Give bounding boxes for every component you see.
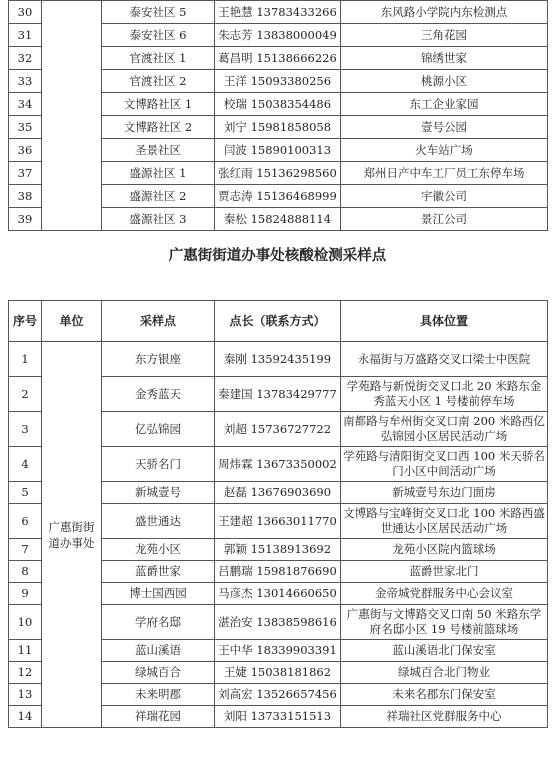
site-cell: 绿城百合 [102,662,215,684]
row-number: 30 [9,1,42,24]
site-cell: 圣景社区 [102,139,215,162]
site-cell: 盛源社区 3 [102,208,215,231]
location-cell: 蓝山溪语北门保安室 [341,640,548,662]
row-number: 4 [9,447,42,482]
row-number: 35 [9,116,42,139]
site-cell: 官渡社区 1 [102,47,215,70]
location-cell: 未来名郡东门保安室 [341,684,548,706]
location-cell: 学苑路与新悦街交叉口北 20 米路东金秀蓝天小区 1 号楼前停车场 [341,377,548,412]
row-number: 13 [9,684,42,706]
table-row [9,1,548,24]
location-cell: 新城壹号东边门面房 [341,482,548,504]
header-site: 采样点 [102,301,215,342]
leader-cell: 闫波 15890100313 [215,139,341,162]
unit-cell: 广惠街街道办事处 [42,342,102,728]
site-cell: 东方银座 [102,342,215,377]
site-cell: 金秀蓝天 [102,377,215,412]
leader-cell: 刘宁 15981858058 [215,116,341,139]
location-cell: 东工企业家园 [341,93,548,116]
location-cell: 壹号公园 [341,116,548,139]
header-location: 具体位置 [341,301,548,342]
leader-cell: 刘阳 13733151513 [215,706,341,728]
leader-cell: 张红雨 15136298560 [215,162,341,185]
location-cell: 宇徽公司 [341,185,548,208]
leader-cell: 王艳慧 13783433266 [215,1,341,24]
leader-cell: 吕鹏瑞 15981876690 [215,561,341,583]
location-cell: 蓝爵世家北门 [341,561,548,583]
site-cell: 盛世通达 [102,504,215,539]
leader-cell: 秦刚 13592435199 [215,342,341,377]
header-row [9,301,548,342]
site-cell: 亿弘锦园 [102,412,215,447]
site-cell: 官渡社区 2 [102,70,215,93]
location-cell: 景江公司 [341,208,548,231]
row-number: 9 [9,583,42,605]
row-number: 2 [9,377,42,412]
leader-cell: 王中华 18339903391 [215,640,341,662]
row-number: 3 [9,412,42,447]
location-cell: 文博路与宝峰街交叉口北 100 米路西盛世通达小区居民活动广场 [341,504,548,539]
bottom-table-body [9,342,548,728]
row-number: 11 [9,640,42,662]
leader-cell: 葛昌明 15138666226 [215,47,341,70]
top-table-body [9,1,548,231]
leader-cell: 王洋 15093380256 [215,70,341,93]
site-cell: 泰安社区 6 [102,24,215,47]
leader-cell: 马彦杰 13014660650 [215,583,341,605]
row-number: 8 [9,561,42,583]
location-cell: 龙苑小区院内篮球场 [341,539,548,561]
location-cell: 锦绣世家 [341,47,548,70]
leader-cell: 校瑞 15038354486 [215,93,341,116]
location-cell: 东风路小学院内东检测点 [341,1,548,24]
location-cell: 祥瑞社区党群服务中心 [341,706,548,728]
header-leader: 点长（联系方式） [215,301,341,342]
row-number: 39 [9,208,42,231]
site-cell: 文博路社区 1 [102,93,215,116]
header-unit: 单位 [42,301,102,342]
guanghui-sampling-table [8,300,548,728]
row-number: 1 [9,342,42,377]
site-cell: 新城壹号 [102,482,215,504]
leader-cell: 王建超 13663011770 [215,504,341,539]
site-cell: 泰安社区 5 [102,1,215,24]
row-number: 6 [9,504,42,539]
location-cell: 南都路与牟州街交叉口南 200 米路西亿弘锦园小区居民活动广场 [341,412,548,447]
location-cell: 广惠街与文博路交叉口南 50 米路东学府名邸小区 19 号楼前篮球场 [341,605,548,640]
site-cell: 祥瑞花园 [102,706,215,728]
row-number: 37 [9,162,42,185]
site-cell: 蓝山溪语 [102,640,215,662]
site-cell: 盛源社区 2 [102,185,215,208]
location-cell: 绿城百合北门物业 [341,662,548,684]
location-cell: 金帝城党群服务中心会议室 [341,583,548,605]
row-number: 7 [9,539,42,561]
site-cell: 盛源社区 1 [102,162,215,185]
location-cell: 郑州日产中车工厂员工东停车场 [341,162,548,185]
header-no: 序号 [9,301,42,342]
leader-cell: 湛治安 13838598616 [215,605,341,640]
row-number: 10 [9,605,42,640]
row-number: 12 [9,662,42,684]
unit-cell [42,1,102,231]
row-number: 38 [9,185,42,208]
location-cell: 火车站广场 [341,139,548,162]
location-cell: 桃源小区 [341,70,548,93]
row-number: 5 [9,482,42,504]
row-number: 36 [9,139,42,162]
leader-cell: 刘高宏 13526657456 [215,684,341,706]
location-cell: 三角花园 [341,24,548,47]
row-number: 33 [9,70,42,93]
leader-cell: 贾志涛 15136468999 [215,185,341,208]
table-row [9,342,548,377]
location-cell: 永福街与万盛路交叉口梁士中医院 [341,342,548,377]
leader-cell: 周炜霖 13673350002 [215,447,341,482]
location-cell: 学苑路与清阳街交叉口西 100 米天骄名门小区中间活动广场 [341,447,548,482]
leader-cell: 刘超 15736727722 [215,412,341,447]
leader-cell: 秦松 15824888114 [215,208,341,231]
row-number: 32 [9,47,42,70]
site-cell: 学府名邸 [102,605,215,640]
table-title: 广惠街街道办事处核酸检测采样点 [168,248,387,264]
row-number: 34 [9,93,42,116]
row-number: 14 [9,706,42,728]
top-sampling-table [8,0,548,231]
site-cell: 未来明郡 [102,684,215,706]
leader-cell: 郭颖 15138913692 [215,539,341,561]
site-cell: 博士国西园 [102,583,215,605]
site-cell: 文博路社区 2 [102,116,215,139]
leader-cell: 赵磊 13676903690 [215,482,341,504]
site-cell: 蓝爵世家 [102,561,215,583]
leader-cell: 朱志芳 13838000049 [215,24,341,47]
site-cell: 龙苑小区 [102,539,215,561]
row-number: 31 [9,24,42,47]
leader-cell: 王婕 15038181862 [215,662,341,684]
leader-cell: 秦建国 13783429777 [215,377,341,412]
site-cell: 天骄名门 [102,447,215,482]
